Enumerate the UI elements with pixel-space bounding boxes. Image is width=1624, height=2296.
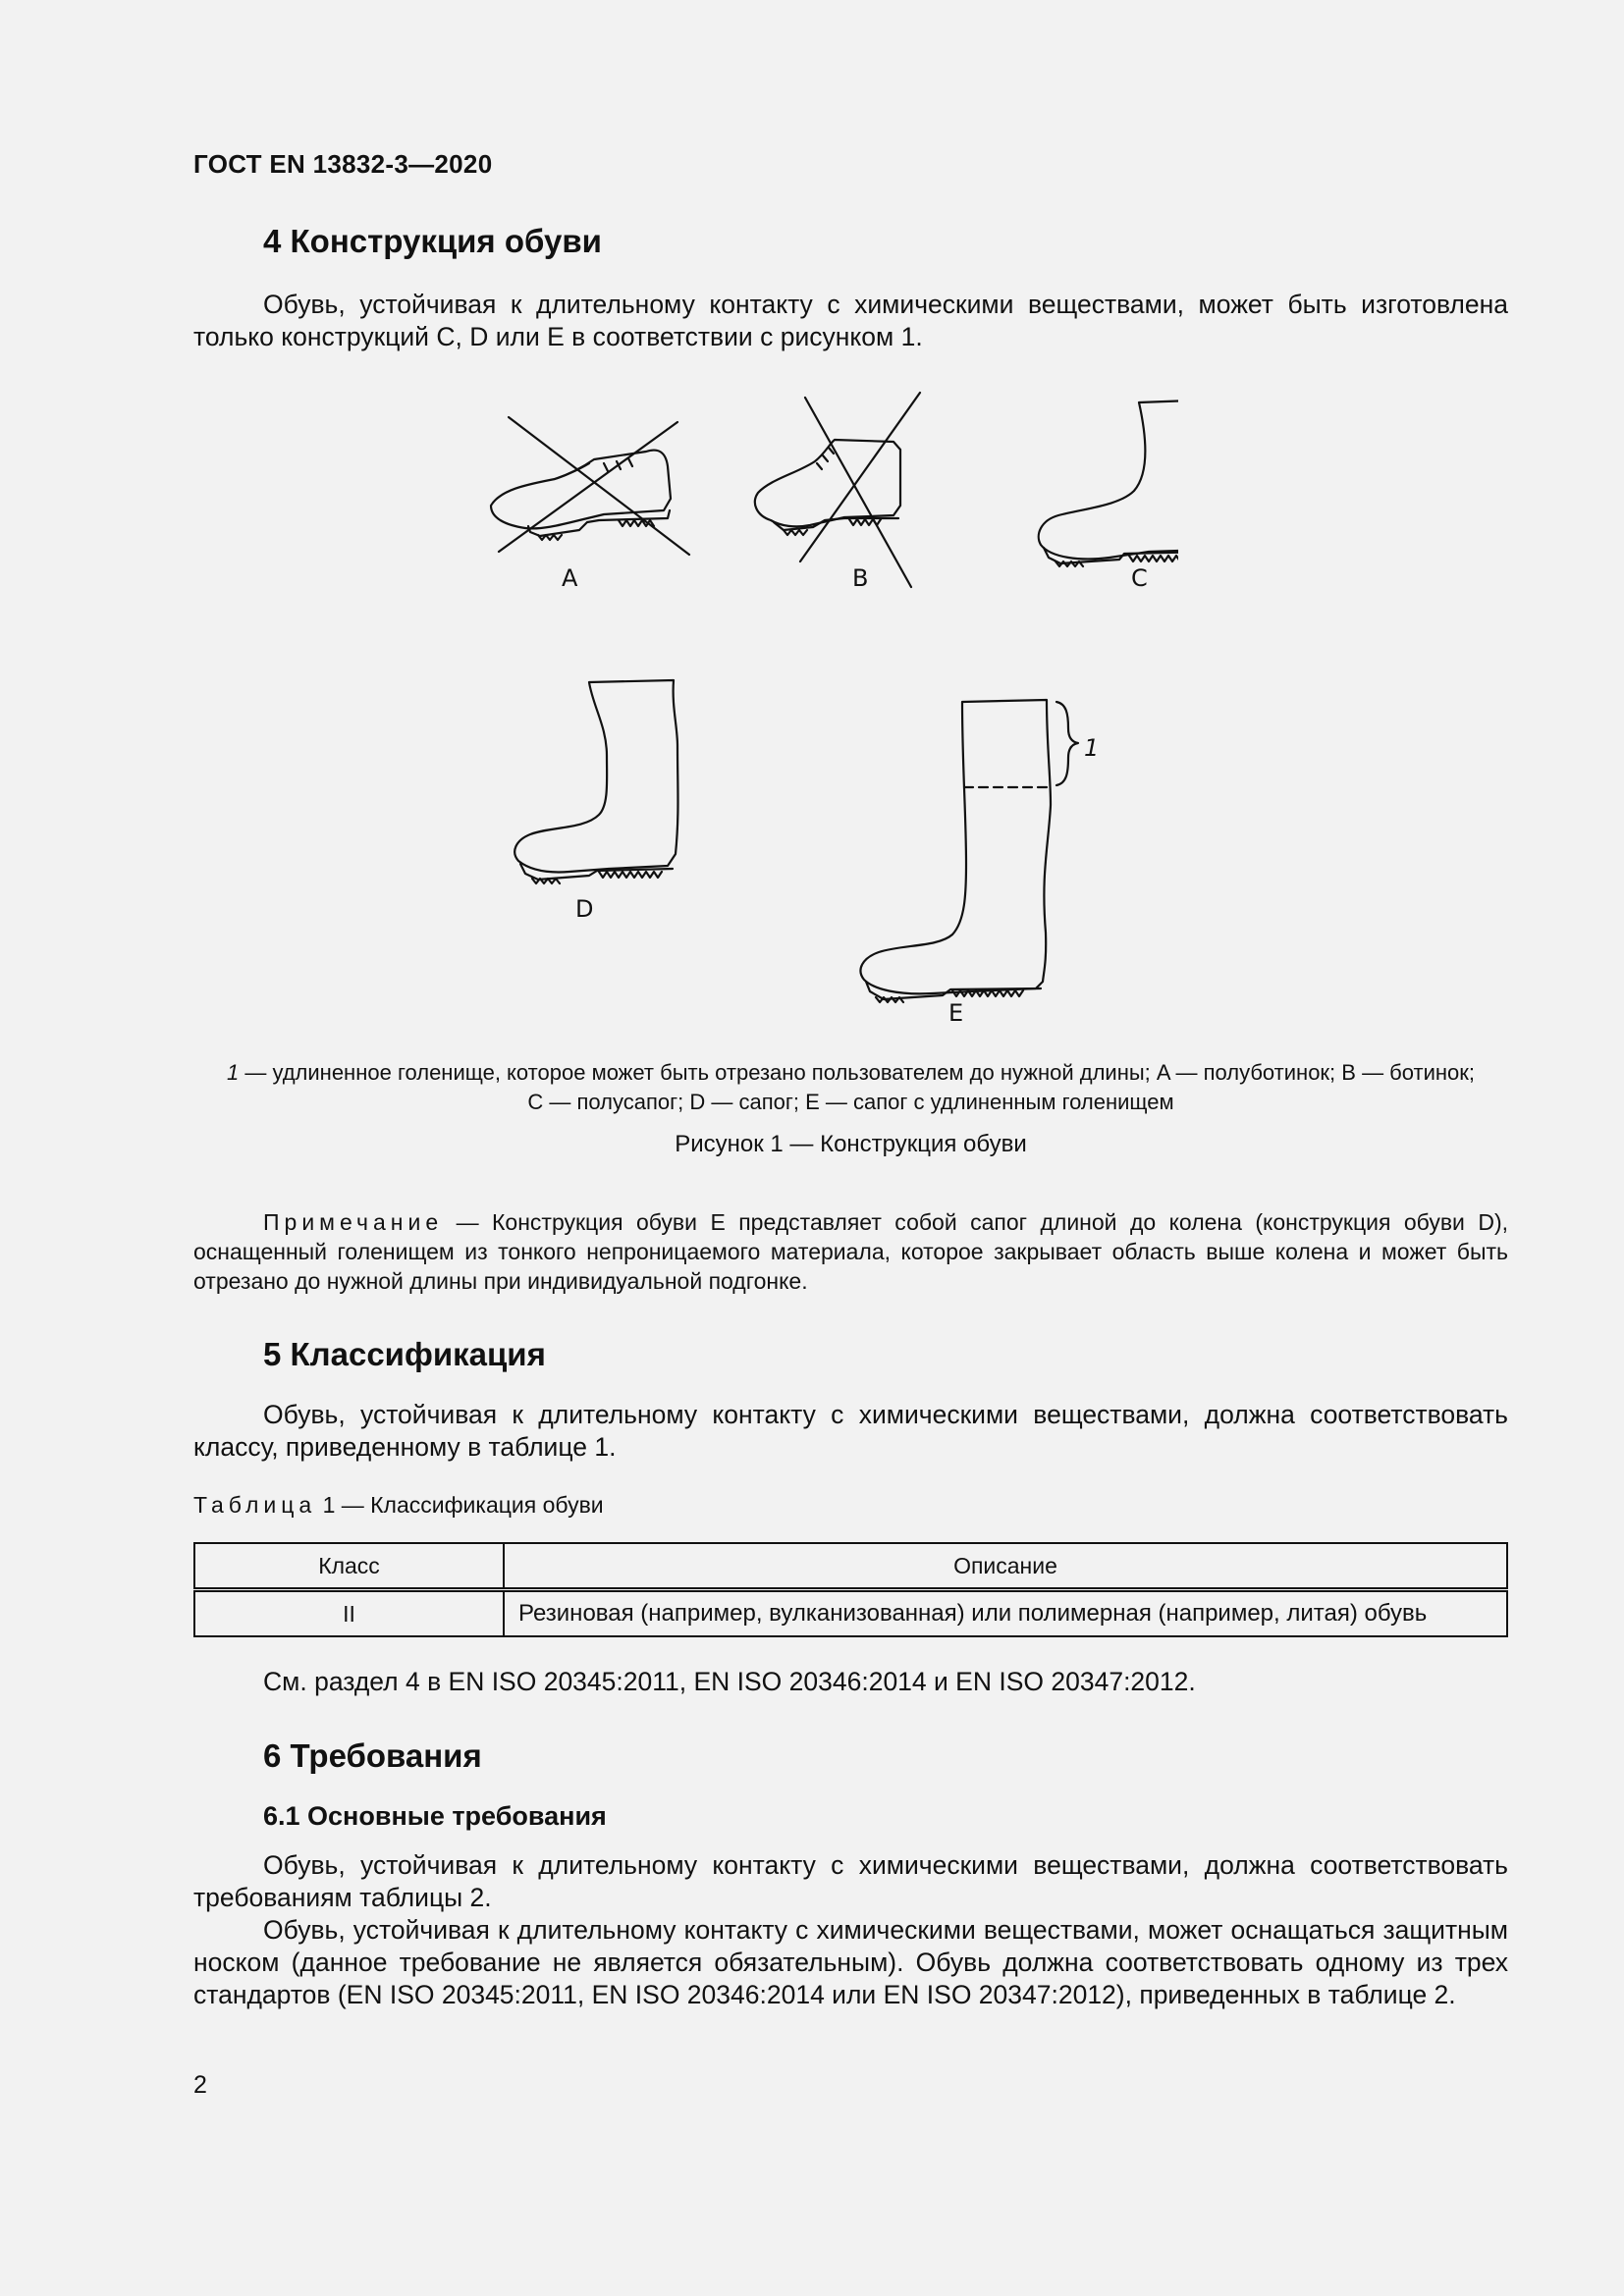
legend-item-number: 1 [226, 1060, 240, 1085]
section-5-heading: 5 Классификация [263, 1336, 546, 1372]
shoe-a-drawing [491, 417, 689, 555]
label-e: E [948, 999, 964, 1027]
note-paragraph [193, 1207, 1508, 1296]
boot-d-drawing [514, 680, 677, 883]
figure-legend [193, 1058, 1508, 1117]
section-6-heading: 6 Требования [263, 1737, 482, 1774]
section-4-text: Обувь, устойчивая к длительному контакту с химическими веществами, может быть изготовлена только конструкций C, D или E в соответствии с рисунком 1. [193, 290, 1508, 351]
section-5-text: Обувь, устойчивая к длительному контакту с химическими веществами, должна соответствовать классу, приведенному в таблице 1. [193, 1400, 1508, 1462]
label-b: B [852, 564, 869, 592]
table-cell-description: Резиновая (например, вулканизованная) или полимерная (например, литая) обувь [504, 1590, 1507, 1637]
section-6-1-heading: 6.1 Основные требования [263, 1801, 607, 1831]
label-d: D [575, 895, 594, 923]
note-text: — Конструкция обуви E представляет собой сапог длиной до колена (конструкция обуви D), оснащенный голенищем из тонкого непроницаемого материала, которое закрывает область выше колена и может быть отрезано до нужной длины при индивидуальной подгонке. [193, 1209, 1508, 1294]
boot-c-drawing [1039, 400, 1178, 566]
table-header-description: Описание [504, 1543, 1507, 1590]
table-caption: Таблица 1 — Классификация обуви [193, 1492, 604, 1518]
after-table-text: См. раздел 4 в EN ISO 20345:2011, EN ISO 20346:2014 и EN ISO 20347:2012. [263, 1667, 1196, 1696]
section-4-heading: 4 Конструкция обуви [263, 223, 602, 259]
table-header-class: Класс [194, 1543, 504, 1590]
note-label: Примечание [263, 1209, 444, 1235]
table-cell-class: II [194, 1590, 504, 1637]
boot-e-drawing [860, 700, 1078, 1002]
classification-table [193, 1542, 1508, 1637]
footwear-figure [471, 383, 1178, 1041]
document-code: ГОСТ EN 13832-3—2020 [193, 149, 493, 179]
figure-caption: Рисунок 1 — Конструкция обуви [675, 1131, 1027, 1157]
figure-legend-line-2: C — полусапог; D — сапог; E — сапог с удлиненным голенищем [527, 1090, 1174, 1114]
section-6-para-1: Обувь, устойчивая к длительному контакту с химическими веществами, должна соответствовать требованиям таблицы 2. [193, 1850, 1508, 1912]
table-row [194, 1590, 1507, 1637]
label-a: A [562, 564, 578, 592]
page-number: 2 [193, 2071, 207, 2099]
figure-legend-line-1: 1 — удлиненное голенище, которое может быть отрезано пользователем до нужной длины; A — полуботинок; B — ботинок; [226, 1060, 1476, 1085]
shoe-b-drawing [755, 393, 920, 587]
section-6-para-2: Обувь, устойчивая к длительному контакту с химическими веществами, может оснащаться защитным носком (данное требование не является обязательным). Обувь должна соответствовать одному из трех стандартов (EN ISO 20345:2011, EN ISO 20346:2014 или EN ISO 20347:2012), приведенных в таблице 2. [193, 1915, 1508, 2009]
label-c: C [1131, 564, 1148, 592]
label-marker-1: 1 [1084, 734, 1100, 762]
